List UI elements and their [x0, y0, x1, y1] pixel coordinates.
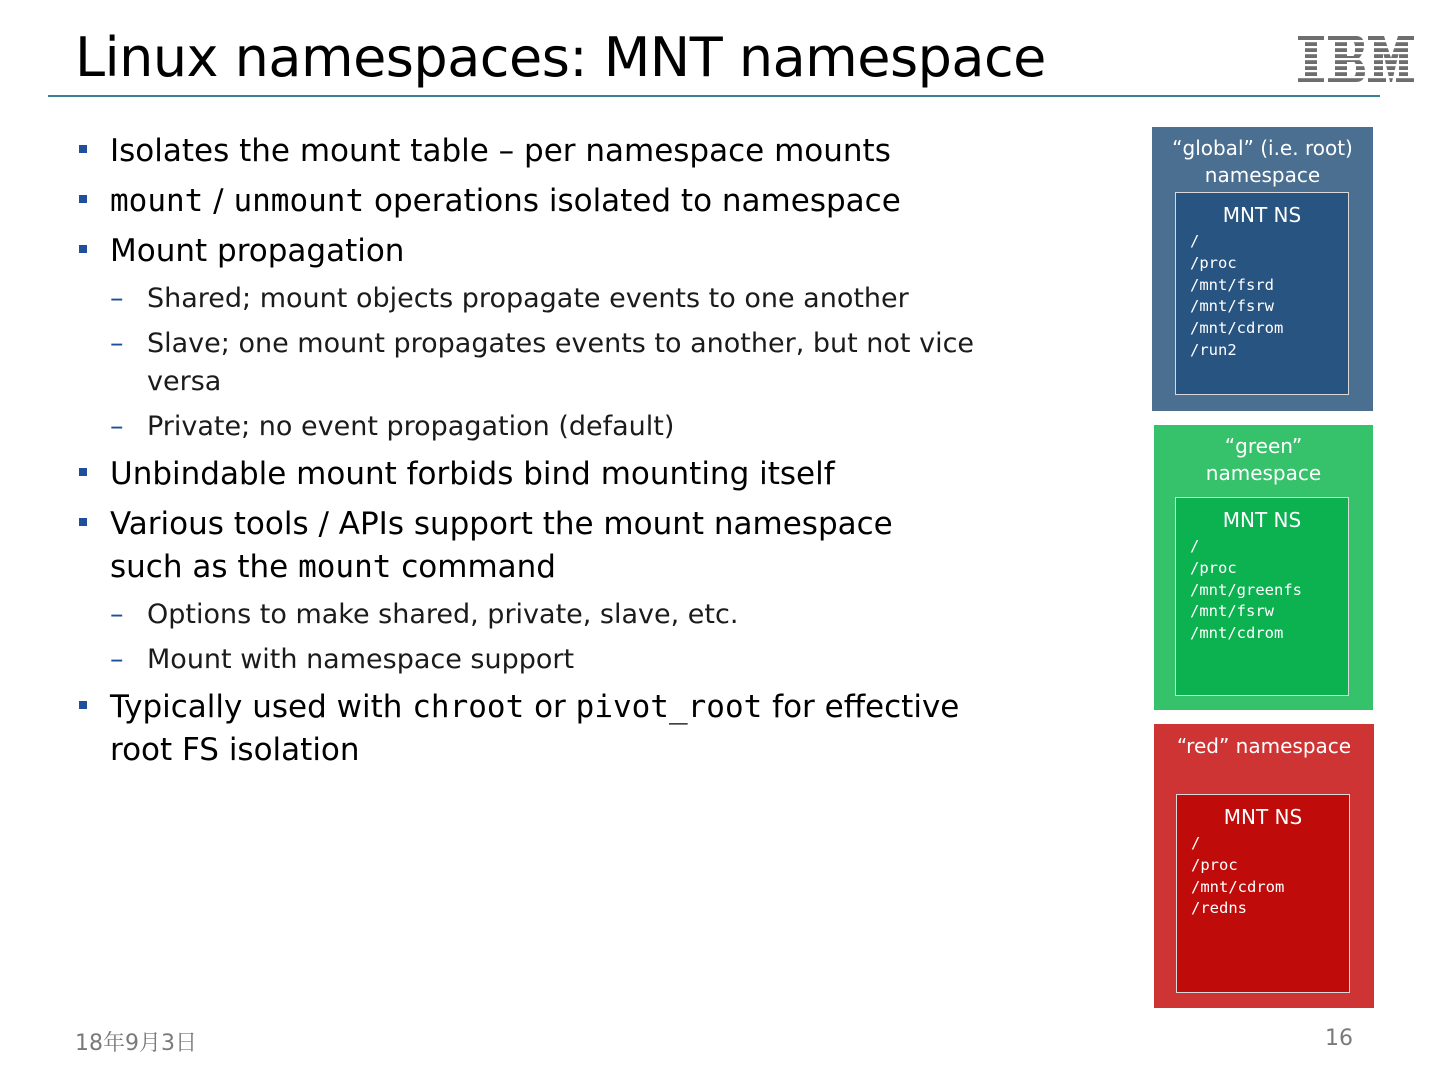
- sub-bullet-item: [75, 596, 975, 634]
- sub-bullet-item: [75, 408, 975, 446]
- mount-path: /mnt/fsrw: [1190, 602, 1274, 621]
- bullet-text: /: [203, 183, 234, 219]
- bullet-item: [75, 503, 975, 589]
- square-bullet-icon: [79, 245, 87, 253]
- mount-list: [1190, 536, 1348, 645]
- code-text: unmount: [233, 183, 365, 219]
- dash-bullet-icon: –: [110, 644, 124, 675]
- mount-path: /: [1191, 834, 1201, 852]
- square-bullet-icon: [79, 145, 87, 153]
- mnt-ns-title: MNT NS: [1223, 805, 1303, 829]
- bullet-text: Isolates the mount table – per namespace mounts: [110, 133, 891, 169]
- sub-bullet-item: [75, 641, 975, 679]
- square-bullet-icon: [79, 468, 87, 476]
- mount-path: /proc: [1191, 855, 1238, 874]
- title-divider: [48, 95, 1380, 97]
- code-text: chroot: [412, 689, 525, 725]
- dash-bullet-icon: –: [110, 411, 124, 442]
- green-namespace-box: [1154, 425, 1373, 710]
- ibm-logo: [1298, 36, 1414, 82]
- global-mnt-ns-box: [1175, 192, 1349, 395]
- square-bullet-icon: [79, 518, 87, 526]
- green-mnt-ns-box: [1175, 497, 1349, 696]
- bullet-text: or: [524, 689, 576, 725]
- code-text: pivot_root: [575, 689, 763, 725]
- dash-bullet-icon: –: [110, 599, 124, 630]
- bullet-item: [75, 180, 975, 223]
- red-mnt-ns-box: [1176, 794, 1350, 993]
- mount-path: /mnt/fsrw: [1190, 297, 1274, 316]
- page-number: 16: [1325, 1026, 1353, 1051]
- green-namespace-label: “green” namespace: [1205, 434, 1322, 485]
- bullet-item: [75, 686, 975, 772]
- bullet-text: Private; no event propagation (default): [147, 411, 675, 442]
- square-bullet-icon: [79, 701, 87, 709]
- bullet-item: [75, 453, 975, 496]
- mount-path: /run2: [1190, 340, 1237, 359]
- mnt-ns-title: MNT NS: [1222, 203, 1302, 227]
- mount-path: /proc: [1190, 253, 1237, 272]
- mount-path: /mnt/greenfs: [1190, 580, 1302, 599]
- mount-path: /mnt/cdrom: [1190, 319, 1284, 338]
- bullet-text: Typically used with: [110, 689, 413, 725]
- sub-bullet-item: [75, 280, 975, 318]
- mount-path: /: [1190, 537, 1200, 555]
- code-text: mount: [298, 549, 392, 585]
- mount-path: /mnt/cdrom: [1190, 624, 1284, 643]
- code-text: mount: [110, 183, 204, 219]
- mount-path: /redns: [1191, 899, 1247, 918]
- bullet-text: Mount with namespace support: [147, 644, 575, 675]
- sub-bullet-item: [75, 325, 975, 401]
- bullet-text: Mount propagation: [110, 233, 405, 269]
- mount-path: /mnt/cdrom: [1191, 877, 1285, 896]
- bullet-item: [75, 230, 975, 273]
- bullet-text: for effective root FS isolation: [110, 689, 960, 768]
- global-namespace-box: [1152, 127, 1373, 411]
- mount-path: /: [1190, 232, 1200, 250]
- bullet-text: Various tools / APIs support the mount namespace such as the: [110, 506, 893, 585]
- dash-bullet-icon: –: [110, 283, 124, 314]
- mount-path: /proc: [1190, 558, 1237, 577]
- bullet-text: Unbindable mount forbids bind mounting itself: [110, 456, 835, 492]
- mnt-ns-title: MNT NS: [1222, 508, 1302, 532]
- red-namespace-box: [1154, 724, 1374, 1008]
- bullet-text: command: [391, 549, 556, 585]
- mount-path: /mnt/fsrd: [1190, 275, 1274, 294]
- mount-list: [1191, 833, 1349, 920]
- slide-title: Linux namespaces: MNT namespace: [75, 26, 1046, 89]
- square-bullet-icon: [79, 195, 87, 203]
- bullet-text: Shared; mount objects propagate events to one another: [147, 283, 909, 314]
- global-namespace-label: “global” (i.e. root) namespace: [1172, 136, 1353, 187]
- red-namespace-label: “red” namespace: [1176, 734, 1352, 758]
- slide-date: 18年9月3日: [75, 1031, 197, 1056]
- bullet-item: [75, 130, 975, 173]
- bullet-text: operations isolated to namespace: [364, 183, 901, 219]
- mount-list: [1190, 231, 1348, 362]
- bullet-text: Slave; one mount propagates events to another, but not vice versa: [147, 328, 975, 397]
- bullet-list: [75, 130, 975, 779]
- dash-bullet-icon: –: [110, 328, 124, 359]
- bullet-text: Options to make shared, private, slave, etc.: [147, 599, 739, 630]
